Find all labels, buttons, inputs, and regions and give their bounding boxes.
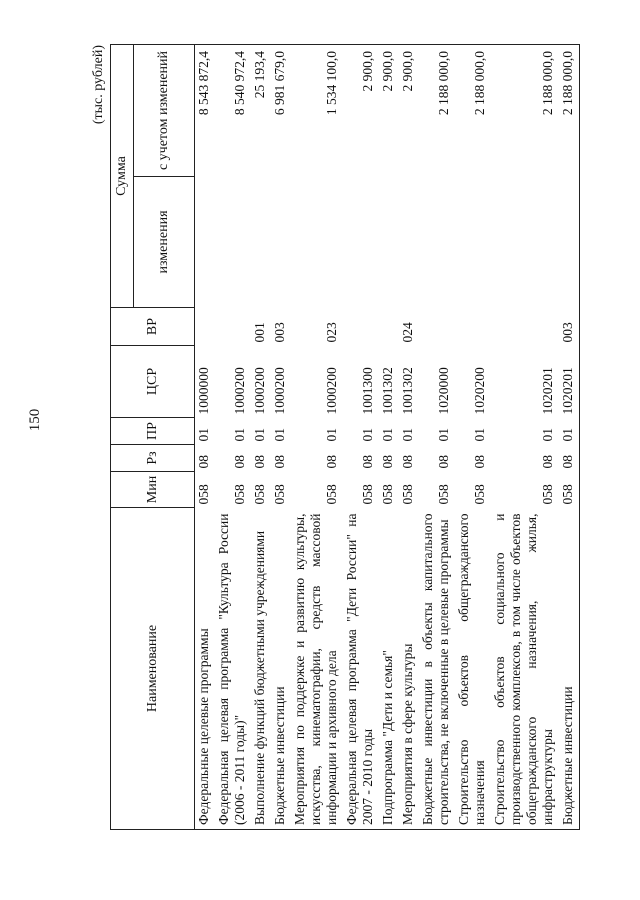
row-pr: 01	[360, 428, 375, 442]
row-vr: 003	[559, 308, 580, 346]
row-csr: 1020201	[559, 346, 580, 418]
row-pr: 01	[472, 428, 487, 442]
row-rz: 08	[436, 455, 451, 469]
row-changes	[291, 177, 343, 308]
row-with-changes: 1 534 100,0	[291, 45, 343, 177]
row-changes	[195, 177, 216, 308]
row-vr: 003	[272, 322, 287, 343]
row-with-changes: 8 540 972,4	[215, 45, 251, 177]
row-name: Федеральные целевые программы	[195, 508, 216, 830]
header-csr: ЦСР	[111, 346, 195, 418]
row-with-changes: 6 981 679,0	[271, 45, 291, 177]
row-changes	[251, 177, 271, 308]
row-name: Подпрограмма "Дети и семья"	[379, 508, 399, 830]
header-changes: изменения	[134, 177, 195, 308]
row-vr	[215, 308, 251, 346]
row-min: 058	[324, 484, 339, 505]
row-rz: 08	[400, 455, 415, 469]
row-csr: 1001300	[360, 367, 375, 415]
row-pr: 01	[252, 428, 267, 442]
row-vr	[419, 308, 455, 346]
table-row	[559, 45, 580, 830]
row-name: Строительство объектов социального и производственного комплексов, в том числе объектов общегражданского назначения, жилья, инфраструктуры	[491, 508, 559, 830]
row-vr	[195, 308, 216, 346]
row-rz: 08	[324, 455, 339, 469]
row-name: Мероприятия в сфере культуры	[399, 508, 419, 830]
row-min: 058	[472, 484, 487, 505]
row-with-changes: 2 188 000,0	[455, 45, 491, 177]
row-pr: 01	[436, 428, 451, 442]
row-rz: 08	[232, 455, 247, 469]
units-label: (тыс. рублей)	[91, 45, 106, 125]
row-changes	[379, 177, 399, 308]
header-sum: Сумма	[111, 45, 134, 308]
row-changes	[215, 177, 251, 308]
table-row	[195, 45, 216, 830]
table-row	[271, 45, 291, 830]
row-name: Федеральная целевая программа "Дети России" на 2007 - 2010 годы	[343, 508, 379, 830]
page-number: 150	[27, 408, 43, 432]
row-min: 058	[232, 484, 247, 505]
row-vr: 024	[400, 322, 415, 343]
header-rz: Рз	[111, 445, 195, 472]
row-csr: 1001302	[380, 367, 395, 415]
row-vr: 001	[252, 322, 267, 343]
row-vr	[379, 308, 399, 346]
row-pr: 01	[380, 428, 395, 442]
row-min: 058	[360, 484, 375, 505]
row-name: Выполнение функций бюджетными учреждениями	[251, 508, 271, 830]
row-vr: 023	[324, 322, 339, 343]
row-pr: 01	[400, 428, 415, 442]
row-changes	[419, 177, 455, 308]
row-min: 058	[540, 484, 555, 505]
table-body	[195, 45, 580, 830]
table-row	[399, 45, 419, 830]
table-row	[491, 45, 559, 830]
row-min: 058	[380, 484, 395, 505]
row-vr	[343, 308, 379, 346]
table-row	[251, 45, 271, 830]
row-vr	[491, 308, 559, 346]
header-pr: ПР	[111, 418, 195, 445]
row-changes	[559, 177, 580, 308]
row-min: 058	[272, 484, 287, 505]
row-rz: 08	[272, 455, 287, 469]
row-rz: 08	[360, 455, 375, 469]
row-with-changes: 2 900,0	[399, 45, 419, 177]
row-pr: 01	[272, 428, 287, 442]
table-row	[291, 45, 343, 830]
row-vr	[455, 308, 491, 346]
header-min: Мин	[111, 472, 195, 508]
table-row	[215, 45, 251, 830]
row-csr: 1020201	[540, 367, 555, 415]
row-with-changes: 2 188 000,0	[491, 45, 559, 177]
row-name: Бюджетные инвестиции	[559, 508, 580, 830]
row-name: Бюджетные инвестиции в объекты капитального строительства, не включенные в целевые программы	[419, 508, 455, 830]
row-min: 058	[436, 484, 451, 505]
row-changes	[491, 177, 559, 308]
row-changes	[343, 177, 379, 308]
row-rz: 08	[472, 455, 487, 469]
row-min: 058	[400, 484, 415, 505]
row-changes	[455, 177, 491, 308]
row-with-changes: 2 900,0	[379, 45, 399, 177]
row-csr: 1000000	[196, 367, 211, 415]
row-with-changes: 2 188 000,0	[419, 45, 455, 177]
header-with-changes: с учетом изменений	[134, 45, 195, 177]
row-pr: 01	[540, 428, 555, 442]
row-pr: 01	[196, 428, 211, 442]
table-row	[379, 45, 399, 830]
row-changes	[399, 177, 419, 308]
row-pr: 01	[324, 428, 339, 442]
row-csr: 1000200	[232, 367, 247, 415]
row-pr: 01	[559, 418, 580, 445]
rotated-page-content	[90, 45, 595, 830]
header-name: Наименование	[111, 508, 195, 830]
row-rz: 08	[559, 445, 580, 472]
table-header	[111, 45, 195, 830]
row-csr: 1001302	[400, 367, 415, 415]
row-with-changes: 8 543 872,4	[195, 45, 216, 177]
row-name: Мероприятия по поддержке и развитию культуры, искусства, кинематографии, средств массовой информации и архивного дела	[291, 508, 343, 830]
table-row	[455, 45, 491, 830]
row-name: Бюджетные инвестиции	[271, 508, 291, 830]
row-csr: 1020000	[436, 367, 451, 415]
row-rz: 08	[380, 455, 395, 469]
header-vr: ВР	[111, 308, 195, 346]
row-csr: 1000200	[252, 367, 267, 415]
row-name: Федеральная целевая программа "Культура России (2006 - 2011 годы)"	[215, 508, 251, 830]
row-csr: 1000200	[272, 367, 287, 415]
row-with-changes: 2 188 000,0	[559, 45, 580, 177]
budget-table	[110, 44, 580, 830]
row-with-changes: 2 900,0	[343, 45, 379, 177]
row-csr: 1000200	[324, 367, 339, 415]
row-min: 058	[196, 484, 211, 505]
row-rz: 08	[196, 455, 211, 469]
row-with-changes: 25 193,4	[251, 45, 271, 177]
row-changes	[271, 177, 291, 308]
row-pr: 01	[232, 428, 247, 442]
row-rz: 08	[252, 455, 267, 469]
row-rz: 08	[540, 455, 555, 469]
table-row	[419, 45, 455, 830]
table-row	[343, 45, 379, 830]
row-min: 058	[559, 472, 580, 508]
row-name: Строительство объектов общегражданского назначения	[455, 508, 491, 830]
row-csr: 1020200	[472, 367, 487, 415]
row-min: 058	[252, 484, 267, 505]
